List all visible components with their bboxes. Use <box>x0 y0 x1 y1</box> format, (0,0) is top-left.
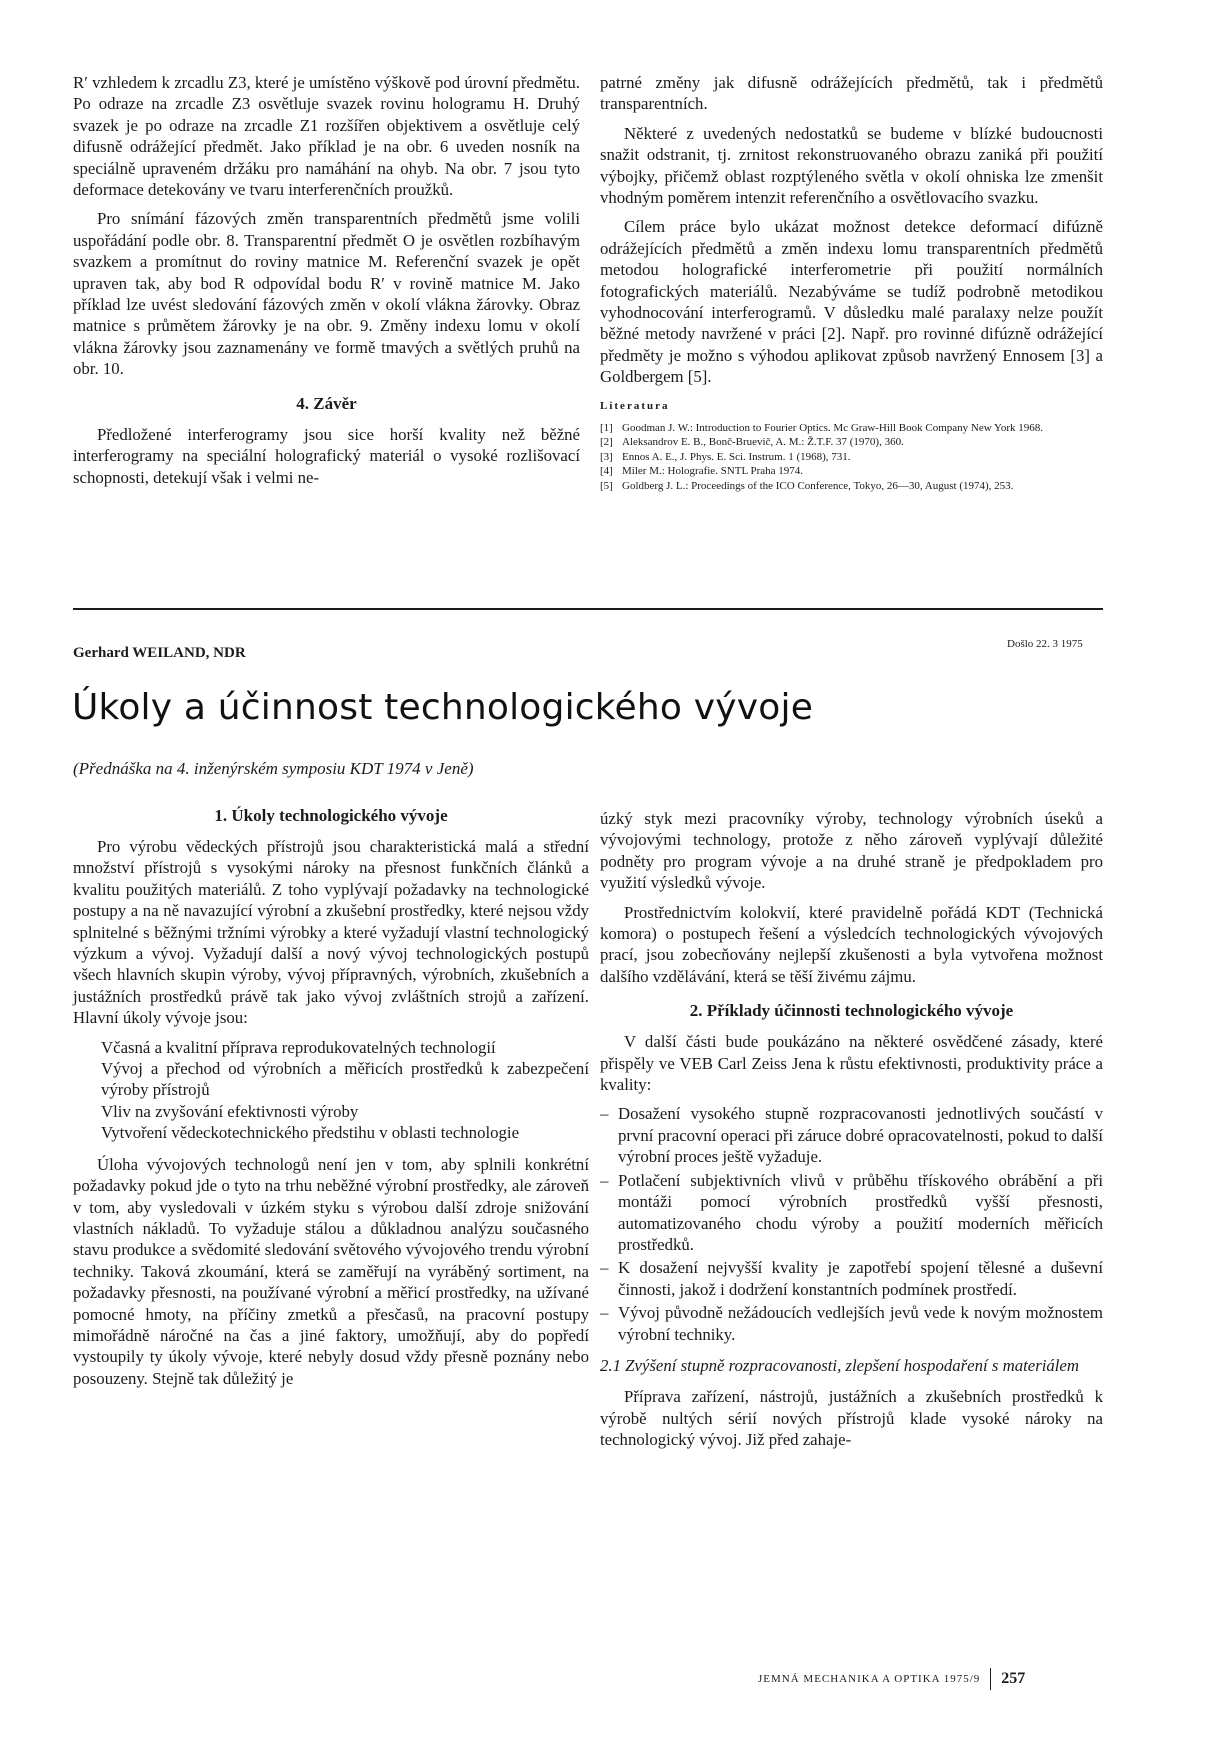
reference-text: Aleksandrov E. B., Bonč-Bruevič, A. M.: Ž.T.F. 37 (1970), 360. <box>622 436 904 449</box>
reference-text: Goodman J. W.: Introduction to Fourier Optics. Mc Graw-Hill Book Company New York 1968. <box>622 421 1044 434</box>
subsection-heading: 2.1 Zvýšení stupně rozpracovanosti, zlepšení hospodaření s materiálem <box>600 1355 1080 1375</box>
paragraph: Předložené interferogramy jsou sice horší kvality než běžné interferogramy na speciální holografický materiál o vysoké rozlišovací schopnosti, detekují však i velmi ne- <box>73 424 580 487</box>
article-left-column <box>73 806 589 1397</box>
reference-number: [3] <box>600 450 613 463</box>
paragraph: Prostřednictvím kolokvií, které pravidelně pořádá KDT (Technická komora) o postupech řešení a výsledcích technologických vývojových prací, jsou zobecňovány nejlepší zkušenosti a byla vytvořena možnost dalšího vzdělávání, která se těší živému zájmu. <box>600 902 1103 986</box>
reference-item <box>600 465 1103 478</box>
reference-number: [1] <box>600 421 613 434</box>
article-title: Úkoly a účinnost technologického vývoje <box>72 687 814 728</box>
list-item: – Potlačení subjektivních vlivů v průběhu třískového obrábění a při montáži pomocí výrobních prostředků vyšší přesnosti, automatizovaného chodu výroby a použití moderních měřicích prostředků. <box>600 1170 1103 1256</box>
section-heading-1: 1. Úkoly technologického vývoje <box>214 806 448 825</box>
reference-number: [2] <box>600 436 613 449</box>
page-number: 257 <box>1001 1670 1026 1687</box>
list-item: – Dosažení vysokého stupně rozpracovanosti jednotlivých součástí v první pracovní operaci při záruce dobré opracovatelnosti, pokud to další výrobní proces ještě vyžaduje. <box>600 1103 1103 1167</box>
paragraph: Pro výrobu vědeckých přístrojů jsou charakteristická malá a střední množství přístrojů s vysokými nároky na přesnost funkčních článků a kvalitu použitých materiálů. Z toho vyplývají požadavky na technologické postupy a na ně navazující výrobní a zkušební prostředky, které nejsou vždy splnitelné s běžnými tržními výrobky a které vyžadují vlastní technologický výzkum a vývoj. Vyžadují další a nový vývoj technologických postupů všech hlavních skupin výroby, vývoj přípravných, výrobních, zkušebních a justážních prostředků právě tak jako vývoj zvláštních strojů a zařízení. Hlavní úkoly vývoje jsou: <box>73 837 589 1028</box>
list-item: Včasná a kvalitní příprava reprodukovatelných technologií <box>101 1037 496 1057</box>
paragraph: patrné změny jak difusně odrážejících předmětů, tak i předmětů transparentních. <box>600 73 1103 114</box>
reference-number: [5] <box>600 479 613 492</box>
literature-heading: Literatura <box>600 399 670 412</box>
paragraph: R′ vzhledem k zrcadlu Z3, které je umístěno výškově pod úrovní předmětu. Po odraze na zrcadle Z3 osvětluje svazek rovinu hologramu H. Druhý svazek je po odraze na zrcadle Z1 rozšířen objektivem a osvětluje celý difusně odrážející předmět. Jako příklad je na obr. 6 uveden nosník na speciálně upraveném držáku pro namáhání na ohyb. Na obr. 7 jsou tyto deformace detekovány ve tvaru interferenčních proužků. <box>73 73 580 200</box>
reference-item <box>600 480 1103 493</box>
paragraph: úzký styk mezi pracovníky výroby, technology výrobních úseků a vývojovými technology, protože z něho zároveň vyplývají důležité podněty pro program vývoje a na druhé straně je předpokladem pro využití výsledků vývoje. <box>600 809 1103 893</box>
article-right-column <box>600 808 1103 1459</box>
paragraph: Úloha vývojových technologů není jen v tom, aby splnili konkrétní požadavky pokud jde o tyto na trhu neběžné výrobní prostředky, ale zároveň v tom, aby vysledovali v úzkém styku s výrobou další zdroje snižování vlastních nákladů. To vyžaduje stálou a důkladnou analýzu současného stavu produkce a svědomité sledování světového vývojového trendu výrobní techniky. Taková zkoumání, která se zaměřují na vyráběný sortiment, na požadavky přesnosti, na používané výrobní a měřicí prostředky, na užívané pomocné hmoty, na příčiny zmetků a přesčasů, na pracovní postupy mimořádně náročné na čas a jiné faktory, umožňují, aby do popředí vystoupily ty úkoly vývoje, které nebyly dosud vždy přesně poznány nebo posouzeny. Stejně tak důležitý je <box>73 1154 589 1388</box>
list-item: – Vývoj původně nežádoucích vedlejších jevů vede k novým možnostem výrobní techniky. <box>600 1302 1103 1345</box>
footer-divider <box>990 1668 991 1690</box>
paragraph: Příprava zařízení, nástrojů, justážních a zkušebních prostředků k výrobě nultých sérií nových přístrojů klade vysoké nároky na technologický vývoj. Již před zahaje- <box>600 1387 1103 1450</box>
section-heading-conclusion: 4. Závěr <box>296 393 357 413</box>
reference-text: Ennos A. E., J. Phys. E. Sci. Instrum. 1 (1968), 731. <box>622 450 851 463</box>
reference-text: Goldberg J. L.: Proceedings of the ICO Conference, Tokyo, 26—30, August (1974), 253. <box>622 479 1014 492</box>
list-item: Vytvoření vědeckotechnického předstihu v oblasti technologie <box>101 1123 520 1143</box>
main-tasks-list <box>101 1037 589 1144</box>
reference-number: [4] <box>600 465 613 478</box>
page-footer <box>758 1668 1025 1690</box>
reference-item <box>600 451 1103 464</box>
section-heading-2: 2. Příklady účinnosti technologického vývoje <box>689 1001 1014 1021</box>
top-left-column <box>73 72 580 496</box>
paragraph: Některé z uvedených nedostatků se budeme v blízké budoucnosti snažit odstranit, tj. zrnitost rekonstruovaného obrazu zaniká při použití výbojky, přičemž oblast rozptýleného světla v okolí ohniska lze zmenšit vhodným poměrem intenzit referenčního a osvětlovacího svazku. <box>600 123 1103 208</box>
article-author: Gerhard WEILAND, NDR <box>73 645 246 661</box>
top-right-column <box>600 72 1103 494</box>
reference-item <box>600 436 1103 449</box>
reference-list <box>600 422 1103 493</box>
principles-list <box>600 1103 1103 1344</box>
list-item: Vývoj a přechod od výrobních a měřicích prostředků k zabezpečení výroby přístrojů <box>101 1059 589 1100</box>
received-date: Došlo 22. 3 1975 <box>1007 638 1083 650</box>
list-item: – K dosažení nejvyšší kvality je zapotřebí spojení tělesné a duševní činnosti, jakož i dodržení konstantních podmínek prostředí. <box>600 1257 1103 1300</box>
paragraph: V další části bude poukázáno na některé osvědčené zásady, které přispěly ve VEB Carl Zeiss Jena k růstu efektivnosti, produktivity práce a kvality: <box>600 1032 1103 1095</box>
list-item: Vliv na zvyšování efektivnosti výroby <box>101 1101 359 1121</box>
reference-text: Miler M.: Holografie. SNTL Praha 1974. <box>622 465 804 478</box>
reference-item <box>600 422 1103 435</box>
article-subtitle: (Přednáška na 4. inženýrském symposiu KDT 1974 v Jeně) <box>73 759 474 778</box>
section-divider <box>73 608 1103 610</box>
paragraph: Pro snímání fázových změn transparentních předmětů jsme volili uspořádání podle obr. 8. Transparentní předmět O je osvětlen rozbíhavým svazkem a promítnut do roviny matnice M. Referenční svazek je opět upraven tak, aby bod R odpovídal bodu R′ v rovině matnice M. Jako příklad lze uvést sledování fázových změn v okolí vlákna žárovky. Obraz matnice s průmětem žárovky je na obr. 9. Změny indexu lomu v okolí vlákna žárovky jsou zaznamenány ve formě tmavých a světlých pruhů na obr. 10. <box>73 209 580 379</box>
journal-name: JEMNÁ MECHANIKA A OPTIKA 1975/9 <box>758 1673 981 1685</box>
paragraph: Cílem práce bylo ukázat možnost detekce deformací difúzně odrážejících předmětů a změn indexu lomu transparentních předmětů metodou holografické interferometrie při použití normálních fotografických materiálů. Nezabýváme se tudíž podrobně metodikou vyhodnocování interferogramů. V důsledku malé paralaxy nelze použít běžné metody navržené v práci [2]. Např. pro rovinné difúzně odrážející předměty je možno s výhodou aplikovat způsob navržený Ennosem [3] a Goldbergem [5]. <box>600 217 1103 387</box>
